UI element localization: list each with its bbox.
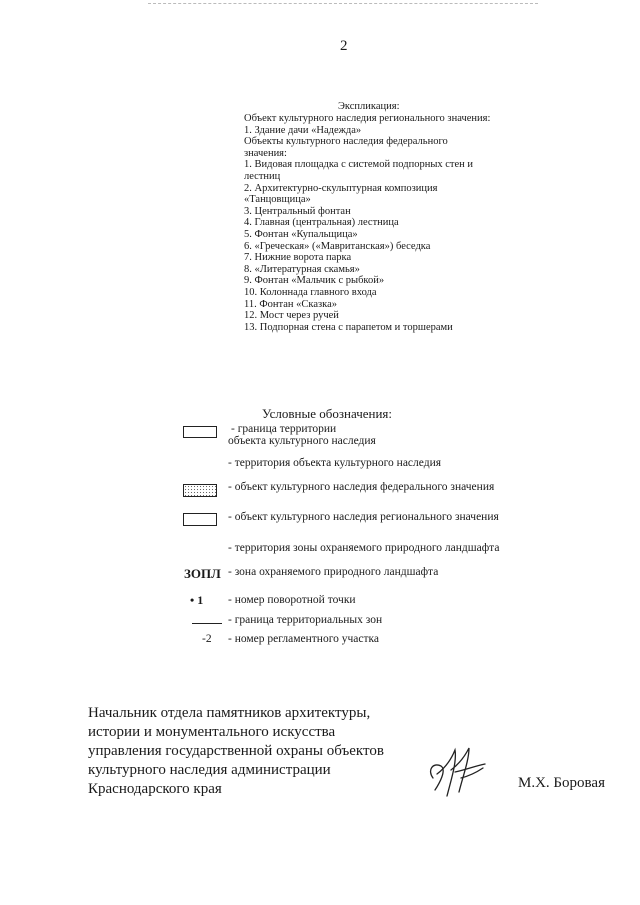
explication-line: 2. Архитектурно-скульптурная композиция	[244, 182, 438, 194]
legend-territory: - территория объекта культурного наследия	[228, 457, 442, 469]
legend-turn-point: - номер поворотной точки	[228, 594, 356, 606]
scan-top-edge	[148, 3, 538, 4]
turn-point-symbol: • 1	[190, 593, 204, 607]
explication-line: 9. Фонтан «Мальчик с рыбкой»	[244, 275, 385, 287]
signatory-position-line: Краснодарского края	[88, 781, 222, 797]
legend-regulation: - номер регламентного участка	[228, 633, 380, 645]
legend-federal-object: - объект культурного наследия федерального значения	[228, 481, 495, 493]
legend-territorial-zones: - граница территориальных зон	[228, 614, 383, 626]
explication-line: 3. Центральный фонтан	[244, 205, 351, 217]
legend-title: Условные обозначения:	[262, 406, 393, 421]
page-number: 2	[340, 38, 348, 54]
signatory-position-line: Начальник отдела памятников архитектуры,	[88, 705, 371, 721]
zopl-code: ЗОПЛ	[184, 566, 221, 581]
explication-line: 11. Фонтан «Сказка»	[244, 298, 338, 310]
explication-line: Объекты культурного наследия федерального	[244, 136, 448, 148]
explication-title: Экспликация:	[338, 101, 400, 112]
territorial-zone-line-symbol	[192, 623, 222, 624]
explication-line: 13. Подпорная стена с парапетом и торшерами	[244, 321, 453, 333]
explication-line: значения:	[244, 147, 287, 159]
legend-zopl: - зона охраняемого природного ландшафта	[228, 566, 439, 578]
explication-line: Объект культурного наследия регионального значения:	[244, 113, 491, 124]
explication-line: 10. Колоннада главного входа	[244, 286, 377, 298]
explication-line: лестниц	[244, 170, 281, 182]
explication-line: 1. Здание дачи «Надежда»	[244, 124, 362, 136]
signatory-position-line: управления государственной охраны объектов	[88, 743, 384, 759]
explication-line: 8. «Литературная скамья»	[244, 263, 360, 275]
federal-object-symbol	[183, 484, 217, 497]
handwritten-signature	[425, 740, 495, 800]
legend-boundary-line2: объекта культурного наследия	[228, 435, 376, 447]
explication-line: 6. «Греческая» («Мавританская») беседка	[244, 240, 431, 252]
signatory-position	[88, 704, 384, 799]
signatory-name: М.Х. Боровая	[518, 775, 605, 791]
explication-line: 12. Мост через ручей	[244, 310, 339, 322]
explication-line: 7. Нижние ворота парка	[244, 252, 352, 264]
legend-landscape-territory: - территория зоны охраняемого природного ландшафта	[228, 542, 500, 554]
explication-line: «Танцовщица»	[244, 194, 311, 206]
legend-regional-object: - объект культурного наследия регионального значения	[228, 511, 499, 523]
signatory-position-line: истории и монументального искусства	[88, 724, 336, 740]
explication-line: 1. Видовая площадка с системой подпорных стен и	[244, 159, 474, 171]
regulation-code: -2	[202, 633, 212, 645]
explication-line: 5. Фонтан «Купальщица»	[244, 228, 358, 240]
legend-boundary-line1: - граница территории	[231, 423, 337, 435]
boundary-symbol	[183, 426, 217, 438]
signatory-position-line: культурного наследия администрации	[88, 762, 331, 778]
explication-line: 4. Главная (центральная) лестница	[244, 217, 399, 229]
explication-list	[244, 113, 490, 333]
regional-object-symbol	[183, 513, 217, 526]
